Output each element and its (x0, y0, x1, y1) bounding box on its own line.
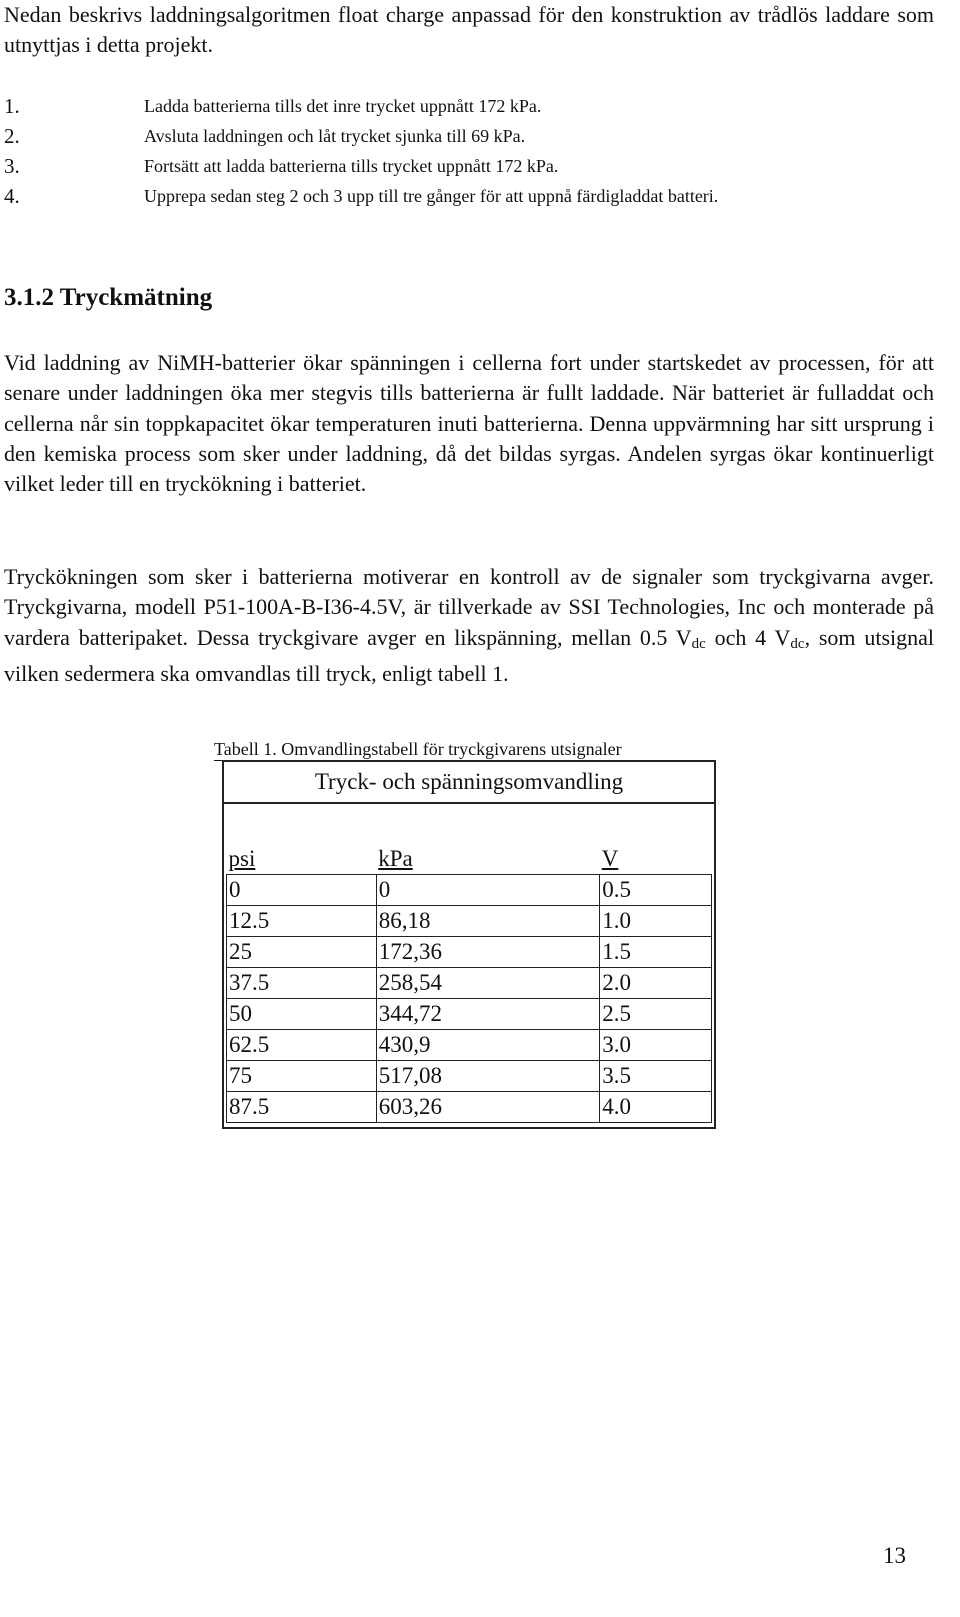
list-item (4, 121, 718, 151)
table-cell: 0 (227, 875, 377, 906)
list-item (4, 151, 718, 181)
column-header-psi: psi (227, 834, 377, 875)
table-cell: 2.5 (600, 999, 712, 1030)
table-cell: 0 (376, 875, 600, 906)
conversion-data-table (226, 834, 712, 1123)
table-cell: 12.5 (227, 906, 377, 937)
table-cell: 25 (227, 937, 377, 968)
table-cell: 430,9 (376, 1030, 600, 1061)
document-page (4, 0, 934, 1617)
paragraph-text: , som utsignal vilken sedermera ska omvandlas till tryck, enligt tabell 1. (4, 624, 934, 686)
step-text: Fortsätt att ladda batterierna tills trycket uppnått 172 kPa. (144, 156, 559, 176)
table-cell: 603,26 (376, 1092, 600, 1123)
step-text: Upprepa sedan steg 2 och 3 upp till tre gånger för att uppnå färdigladdat batteri. (144, 186, 719, 206)
paragraph-text: och 4 V (705, 624, 791, 650)
list-item (4, 91, 718, 121)
table-cell: 75 (227, 1061, 377, 1092)
table-body (222, 802, 716, 1129)
conversion-table (222, 760, 716, 1129)
table-row (227, 968, 712, 999)
table-cell: 0.5 (600, 875, 712, 906)
table-caption: Tabell 1. Omvandlingstabell för tryckgivarens utsignaler (214, 739, 622, 759)
table-row (227, 1061, 712, 1092)
page-number: 13 (883, 1543, 906, 1568)
table-cell: 344,72 (376, 999, 600, 1030)
body-paragraph-2 (4, 562, 934, 689)
subscript: dc (691, 635, 706, 652)
table-row (227, 1092, 712, 1123)
step-text: Ladda batterierna tills det inre trycket uppnått 172 kPa. (144, 96, 542, 116)
table-cell: 87.5 (227, 1092, 377, 1123)
table-row (227, 875, 712, 906)
section-heading: 3.1.2 Tryckmätning (4, 284, 213, 311)
table-cell: 2.0 (600, 968, 712, 999)
table-row (227, 937, 712, 968)
column-header-kpa: kPa (376, 834, 600, 875)
table-cell: 3.0 (600, 1030, 712, 1061)
step-number: 3. (4, 154, 20, 178)
algorithm-steps-list (4, 91, 718, 211)
intro-paragraph: Nedan beskrivs laddningsalgoritmen float charge anpassad för den konstruktion av trådlös laddare som utnyttjas i detta projekt. (4, 2, 934, 57)
table-row (227, 906, 712, 937)
table-title: Tryck- och spänningsomvandling (222, 760, 716, 804)
table-cell: 4.0 (600, 1092, 712, 1123)
table-row (227, 999, 712, 1030)
paragraph-text: Tryckökningen som sker i batterierna motiverar en kontroll av de signaler som tryckgivarna avger. Tryckgivarna, modell P51-100A-B-I36-4.5V, är tillverkade av SSI Technologies, Inc och monterade på vardera batteripaket. Dessa tryckgivare avger en likspänning, mellan 0.5 V (4, 564, 934, 650)
table-cell: 86,18 (376, 906, 600, 937)
table-row (227, 1030, 712, 1061)
step-number: 1. (4, 94, 20, 118)
table-cell: 62.5 (227, 1030, 377, 1061)
table-cell: 1.5 (600, 937, 712, 968)
table-cell: 517,08 (376, 1061, 600, 1092)
table-cell: 1.0 (600, 906, 712, 937)
step-number: 4. (4, 184, 20, 208)
step-number: 2. (4, 124, 20, 148)
table-cell: 258,54 (376, 968, 600, 999)
step-text: Avsluta laddningen och låt trycket sjunka till 69 kPa. (144, 126, 526, 146)
column-header-v: V (600, 834, 712, 875)
table-cell: 172,36 (376, 937, 600, 968)
subscript: dc (790, 635, 805, 652)
list-item (4, 181, 718, 211)
table-header-row (227, 834, 712, 875)
table-cell: 3.5 (600, 1061, 712, 1092)
table-cell: 37.5 (227, 968, 377, 999)
body-paragraph-1: Vid laddning av NiMH-batterier ökar spänningen i cellerna fort under startskedet av processen, för att senare under laddningen öka mer stegvis tills batterierna är fullt laddade. När batteriet är fulladdat och cellerna når sin toppkapacitet ökar temperaturen inuti batterierna. Denna uppvärmning har sitt ursprung i den kemiska process som sker under laddning, då det bildas syrgas. Andelen syrgas ökar kontinuerligt vilket leder till en tryckökning i batteriet. (4, 350, 934, 497)
table-cell: 50 (227, 999, 377, 1030)
